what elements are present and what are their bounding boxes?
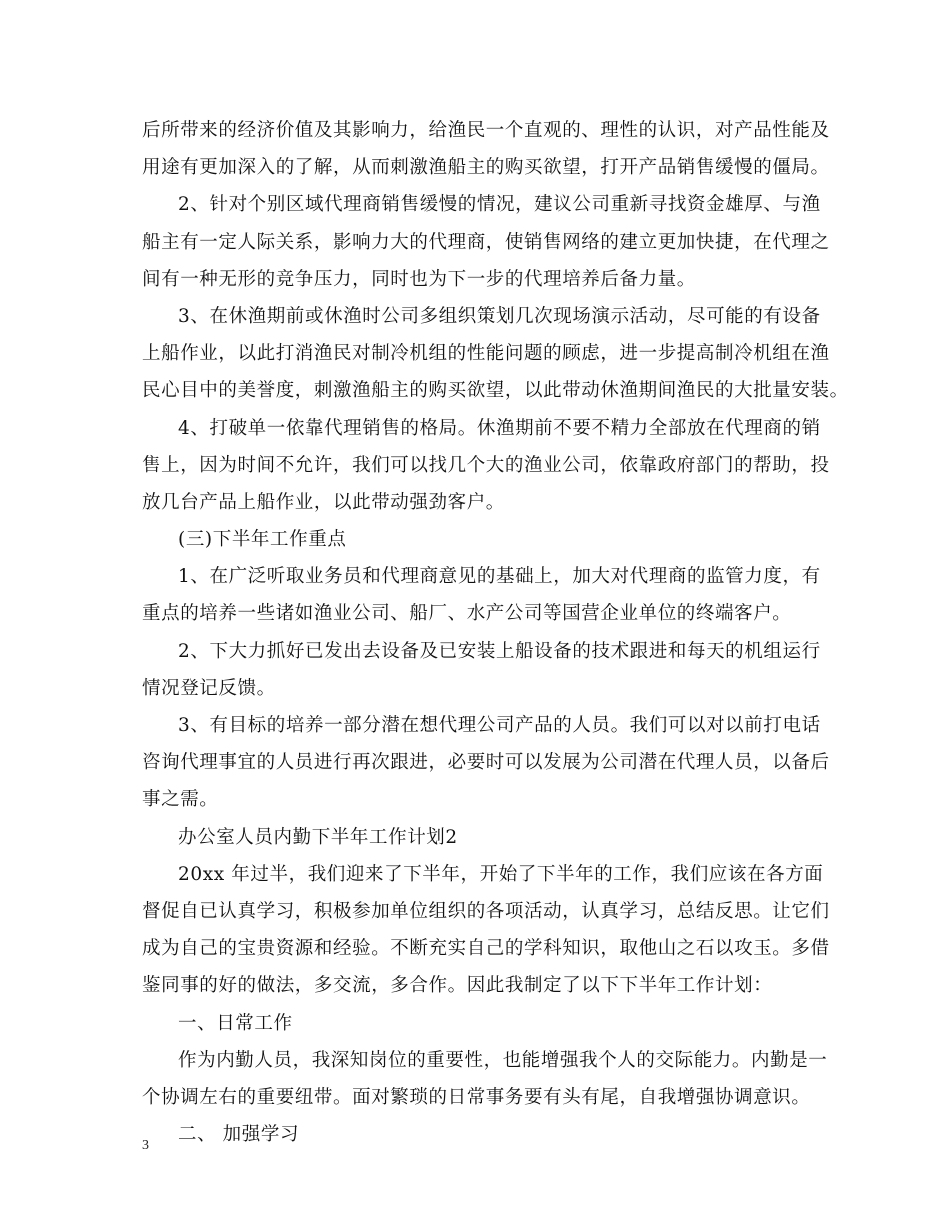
text-line: 3、有目标的培养一部分潜在想代理公司产品的人员。我们可以对以前打电话 [178, 715, 821, 736]
text-line: 用途有更加深入的了解，从而刺激渔船主的购买欲望，打开产品销售缓慢的僵局。 [142, 157, 830, 179]
text-line: 情况登记反馈。 [142, 677, 276, 699]
text-line: 咨询代理事宜的人员进行再次跟进，必要时可以发展为公司潜在代理人员，以备后 [142, 752, 830, 774]
text-line: 办公室人员内勤下半年工作计划2 [178, 826, 458, 848]
text-line: 4、打破单一依靠代理销售的格局。休渔期前不要不精力全部放在代理商的销 [178, 417, 821, 439]
text-line: 重点的培养一些诸如渔业公司、船厂、水产公司等国营企业单位的终端客户。 [142, 603, 792, 625]
text-line: 民心目中的美誉度，刺激渔船主的购买欲望，以此带动休渔期间渔民的大批量安装。 [142, 380, 849, 402]
text-line: 3、在休渔期前或休渔时公司多组织策划几次现场演示活动，尽可能的有设备 [178, 305, 821, 327]
text-line: 放几台产品上船作业，以此带动强劲客户。 [142, 491, 505, 513]
text-line: (三)下半年工作重点 [178, 529, 347, 551]
text-line: 一、日常工作 [178, 1012, 293, 1034]
text-line: 1、在广泛听取业务员和代理商意见的基础上，加大对代理商的监管力度，有 [178, 566, 821, 588]
text-line: 作为内勤人员，我深知岗位的重要性，也能增强我个人的交际能力。内勤是一 [178, 1049, 828, 1071]
text-line: 上船作业，以此打消渔民对制冷机组的性能问题的顾虑，进一步提高制冷机组在渔 [142, 343, 830, 365]
document-body [142, 112, 849, 1153]
page-number: 3 [142, 1138, 149, 1153]
text-line: 2、下大力抓好已发出去设备及已安装上船设备的技术跟进和每天的机组运行 [178, 640, 821, 662]
text-line: 鉴同事的好的做法，多交流，多合作。因此我制定了以下下半年工作计划： [142, 975, 773, 997]
text-line: 间有一种无形的竞争压力，同时也为下一步的代理培养后备力量。 [142, 268, 696, 290]
text-line: 个协调左右的重要纽带。面对繁琐的日常事务要有头有尾，自我增强协调意识。 [142, 1086, 811, 1108]
text-line: 成为自己的宝贵资源和经验。不断充实自己的学科知识，取他山之石以攻玉。多借 [142, 938, 830, 960]
text-line: 事之需。 [142, 789, 219, 811]
text-line: 督促自已认真学习，积极参加单位组织的各项活动，认真学习，总结反思。让它们 [142, 900, 830, 922]
text-line: 船主有一定人际关系，影响力大的代理商，使销售网络的建立更加快捷，在代理之 [142, 231, 830, 253]
text-line: 二、 加强学习 [178, 1124, 300, 1146]
text-line: 20xx 年过半，我们迎来了下半年，开始了下半年的工作，我们应该在各方面 [178, 863, 824, 885]
text-line: 售上，因为时间不允许，我们可以找几个大的渔业公司，依靠政府部门的帮助，投 [142, 454, 830, 476]
text-line: 后所带来的经济价值及其影响力，给渔民一个直观的、理性的认识，对产品性能及 [142, 120, 830, 141]
text-line: 2、针对个别区域代理商销售缓慢的情况，建议公司重新寻找资金雄厚、与渔 [178, 194, 821, 216]
